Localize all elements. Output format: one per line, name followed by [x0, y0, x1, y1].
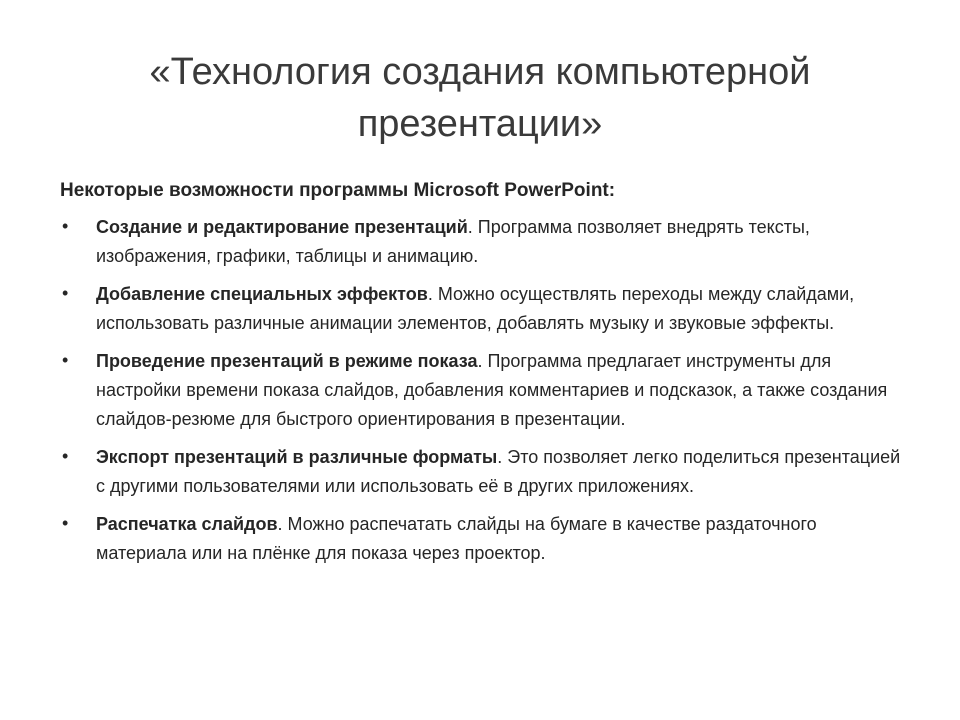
feature-item	[60, 280, 910, 338]
bullet-icon: •	[62, 446, 69, 466]
feature-description: . Программа предлагает инструменты для настройки времени показа слайдов, добавления комментариев и подсказок, а также создания слайдов-резюме для быстрого ориентирования в презентации.	[96, 351, 888, 429]
bullet-icon: •	[62, 283, 69, 303]
slide-title: «Технология создания компьютерной презентации»	[149, 51, 811, 145]
bullet-icon: •	[62, 513, 69, 533]
feature-description: . Можно распечатать слайды на бумаге в качестве раздаточного материала или на плёнке для показа через проектор.	[96, 514, 817, 563]
slide-content	[60, 178, 910, 577]
feature-description: . Это позволяет легко поделиться презентацией с другими пользователями или использовать её в других приложениях.	[96, 447, 901, 496]
feature-heading: Добавление специальных эффектов	[96, 284, 428, 304]
feature-item	[60, 443, 910, 501]
feature-item	[60, 510, 910, 568]
feature-description: . Программа позволяет внедрять тексты, изображения, графики, таблицы и анимацию.	[96, 217, 810, 266]
bullet-icon: •	[62, 350, 69, 370]
bullet-icon: •	[62, 216, 69, 236]
feature-item	[60, 213, 910, 271]
feature-item	[60, 347, 910, 434]
lead-heading: Некоторые возможности программы Microsoft PowerPoint:	[60, 180, 616, 201]
feature-heading: Проведение презентаций в режиме показа	[96, 351, 478, 371]
feature-heading: Создание и редактирование презентаций	[96, 217, 468, 237]
feature-heading: Экспорт презентаций в различные форматы	[96, 447, 498, 467]
feature-description: . Можно осуществлять переходы между слайдами, использовать различные анимации элементов, добавлять музыку и звуковые эффекты.	[96, 284, 855, 333]
feature-list	[60, 213, 910, 568]
feature-heading: Распечатка слайдов	[96, 514, 278, 534]
